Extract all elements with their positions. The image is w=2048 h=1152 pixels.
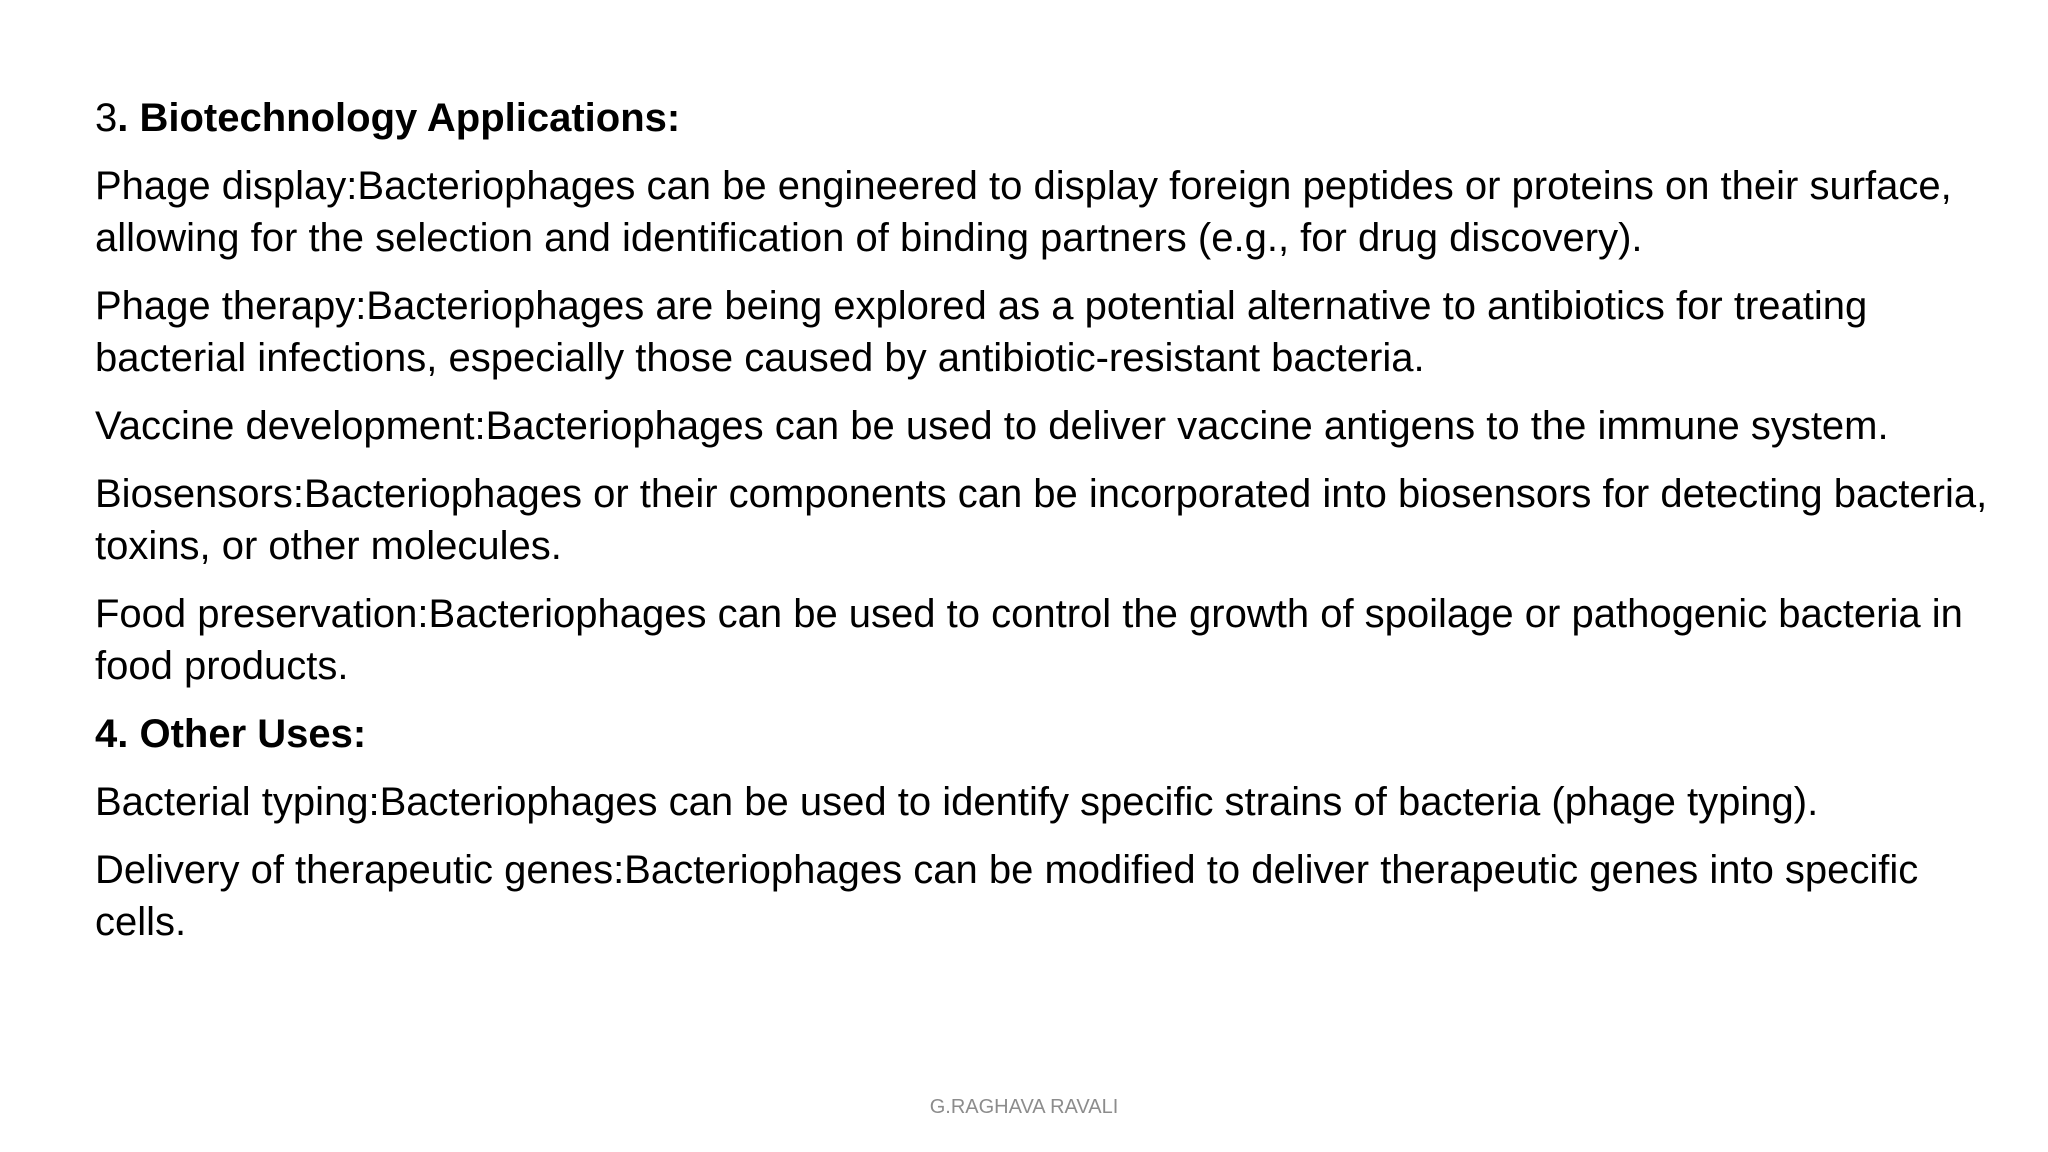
section-title: . Biotechnology Applications: [117,96,681,140]
paragraph-phage-therapy: Phage therapy:Bacteriophages are being explored as a potential alternative to antibiotics for treating bacterial infections, especially those caused by antibiotic-resistant bacteria. [95,284,1868,380]
slide-footer: G.RAGHAVA RAVALI [929,1096,1119,1118]
slide-content [95,92,2005,964]
section-heading-biotechnology [95,92,2005,144]
paragraph-gene-delivery: Delivery of therapeutic genes:Bacteriophages can be modified to deliver therapeutic genes into specific cells. [95,848,1919,944]
paragraph-biosensors: Biosensors:Bacteriophages or their components can be incorporated into biosensors for detecting bacteria, toxins, or other molecules. [95,472,1988,568]
section-number: 3 [95,96,118,140]
paragraph-vaccine-development: Vaccine development:Bacteriophages can be used to deliver vaccine antigens to the immune system. [95,404,1889,448]
paragraph-food-preservation: Food preservation:Bacteriophages can be used to control the growth of spoilage or pathogenic bacteria in food products. [95,592,1963,688]
paragraph-phage-display: Phage display:Bacteriophages can be engineered to display foreign peptides or proteins on their surface, allowing for the selection and identification of binding partners (e.g., for drug discovery). [95,164,1952,260]
section-heading-other-uses: 4. Other Uses: [95,712,367,756]
paragraph-bacterial-typing: Bacterial typing:Bacteriophages can be used to identify specific strains of bacteria (phage typing). [95,780,1819,824]
